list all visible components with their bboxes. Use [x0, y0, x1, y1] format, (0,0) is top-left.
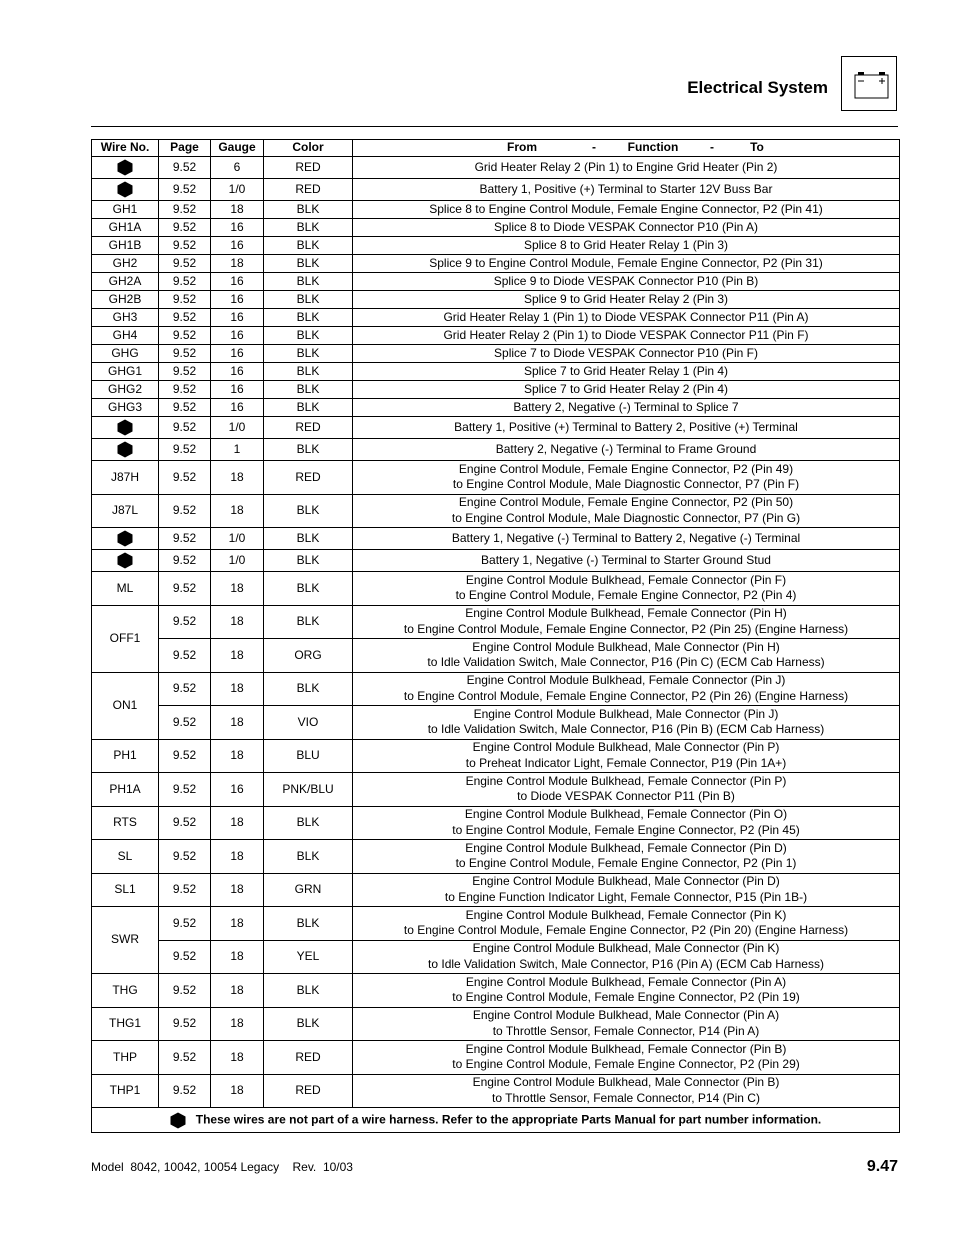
function-line-2: to Engine Control Module, Female Engine Connector, P2 (Pin 45): [452, 822, 800, 837]
page-cell: 9.52: [159, 363, 211, 381]
hexagon-icon: [117, 530, 133, 547]
function-cell: [353, 291, 900, 309]
function-cell: [353, 974, 900, 1008]
wire-no-cell: GH1: [92, 201, 159, 219]
wire-no-cell: THP1: [92, 1074, 159, 1108]
table-row: [92, 672, 900, 706]
wire-no-cell: ON1: [92, 672, 159, 739]
table-row: [92, 201, 900, 219]
function-line-1: Grid Heater Relay 2 (Pin 1) to Engine Grid Heater (Pin 2): [474, 159, 778, 174]
color-cell: BLK: [264, 255, 353, 273]
table-row: [92, 273, 900, 291]
wire-no-cell: GH3: [92, 309, 159, 327]
function-cell: [353, 345, 900, 363]
function-cell: [353, 550, 900, 572]
page-cell: 9.52: [159, 345, 211, 363]
function-cell: [353, 201, 900, 219]
col-page: Page: [159, 140, 211, 157]
gauge-cell: 18: [211, 255, 264, 273]
wire-no-cell: [92, 439, 159, 461]
function-line-1: Engine Control Module Bulkhead, Female Connector (Pin B): [465, 1041, 787, 1056]
function-cell: [353, 840, 900, 874]
function-cell: [353, 605, 900, 639]
function-line-2: to Engine Control Module, Female Engine Connector, P2 (Pin 26) (Engine Harness): [403, 688, 849, 703]
color-cell: BLK: [264, 363, 353, 381]
page-cell: 9.52: [159, 179, 211, 201]
color-cell: BLK: [264, 806, 353, 840]
function-line-1: Splice 9 to Diode VESPAK Connector P10 (Pin B): [493, 273, 759, 288]
color-cell: BLK: [264, 528, 353, 550]
wire-no-cell: SWR: [92, 907, 159, 974]
color-cell: BLK: [264, 672, 353, 706]
function-line-1: Grid Heater Relay 2 (Pin 1) to Diode VESPAK Connector P11 (Pin F): [443, 327, 809, 342]
color-cell: BLK: [264, 840, 353, 874]
wire-no-cell: J87L: [92, 494, 159, 528]
table-row: [92, 907, 900, 941]
table-row: [92, 461, 900, 495]
function-line-1: Battery 2, Negative (-) Terminal to Frame Ground: [495, 441, 757, 456]
page-cell: 9.52: [159, 873, 211, 907]
function-line-1: Battery 1, Positive (+) Terminal to Battery 2, Positive (+) Terminal: [454, 419, 798, 434]
function-cell: [353, 1041, 900, 1075]
function-line-2: to Engine Control Module, Male Diagnostic Connector, P7 (Pin F): [452, 477, 800, 492]
table-row: [92, 1007, 900, 1041]
wire-no-cell: GH2: [92, 255, 159, 273]
wire-no-cell: GHG2: [92, 381, 159, 399]
page-cell: 9.52: [159, 639, 211, 673]
table-row: [92, 840, 900, 874]
wire-no-cell: THG1: [92, 1007, 159, 1041]
page-cell: 9.52: [159, 550, 211, 572]
function-line-1: Engine Control Module Bulkhead, Female Connector (Pin H): [465, 606, 787, 621]
color-cell: BLK: [264, 572, 353, 606]
color-cell: BLK: [264, 273, 353, 291]
table-row: [92, 255, 900, 273]
function-cell: [353, 327, 900, 345]
gauge-cell: 18: [211, 806, 264, 840]
page-number: 9.47: [866, 1158, 898, 1175]
function-cell: [353, 273, 900, 291]
col-from-function-to: [353, 140, 900, 157]
gauge-cell: 16: [211, 399, 264, 417]
gauge-cell: 16: [211, 237, 264, 255]
function-line-1: Engine Control Module Bulkhead, Male Connector (Pin P): [472, 740, 780, 755]
gauge-cell: 1/0: [211, 550, 264, 572]
table-row: [92, 417, 900, 439]
gauge-cell: 16: [211, 273, 264, 291]
page-cell: 9.52: [159, 255, 211, 273]
page-cell: 9.52: [159, 605, 211, 639]
color-cell: VIO: [264, 706, 353, 740]
header-divider: [91, 126, 898, 127]
function-line-1: Grid Heater Relay 1 (Pin 1) to Diode VESPAK Connector P11 (Pin A): [443, 309, 809, 324]
wire-no-cell: [92, 157, 159, 179]
table-header-row: [92, 140, 900, 157]
table-row: [92, 550, 900, 572]
function-line-1: Engine Control Module Bulkhead, Female Connector (Pin P): [465, 773, 787, 788]
wire-no-cell: GH1A: [92, 219, 159, 237]
function-cell: [353, 439, 900, 461]
function-line-1: Splice 9 to Engine Control Module, Female Engine Connector, P2 (Pin 31): [429, 255, 823, 270]
page-cell: 9.52: [159, 273, 211, 291]
gauge-cell: 18: [211, 1041, 264, 1075]
color-cell: PNK/BLU: [264, 773, 353, 807]
function-cell: [353, 1074, 900, 1108]
page-cell: 9.52: [159, 773, 211, 807]
color-cell: BLK: [264, 974, 353, 1008]
function-cell: [353, 806, 900, 840]
function-line-2: to Engine Function Indicator Light, Female Connector, P15 (Pin 1B-): [444, 889, 808, 904]
gauge-cell: 16: [211, 327, 264, 345]
function-cell: [353, 639, 900, 673]
color-cell: BLK: [264, 309, 353, 327]
page-cell: 9.52: [159, 840, 211, 874]
function-cell: [353, 528, 900, 550]
function-cell: [353, 381, 900, 399]
table-row: [92, 219, 900, 237]
function-cell: [353, 255, 900, 273]
hexagon-icon: [117, 181, 133, 198]
table-row: [92, 1041, 900, 1075]
table-body: [92, 157, 900, 1108]
wire-no-cell: OFF1: [92, 605, 159, 672]
color-cell: BLK: [264, 439, 353, 461]
function-cell: [353, 309, 900, 327]
gauge-cell: 16: [211, 291, 264, 309]
color-cell: BLK: [264, 219, 353, 237]
function-line-2: to Engine Control Module, Female Engine Connector, P2 (Pin 29): [452, 1057, 800, 1072]
gauge-cell: 16: [211, 309, 264, 327]
table-row: [92, 439, 900, 461]
col-gauge: Gauge: [211, 140, 264, 157]
function-line-1: Engine Control Module Bulkhead, Female Connector (Pin A): [465, 974, 787, 989]
gauge-cell: 18: [211, 873, 264, 907]
gauge-cell: 16: [211, 773, 264, 807]
page-cell: 9.52: [159, 327, 211, 345]
wire-no-cell: ML: [92, 572, 159, 606]
page-cell: 9.52: [159, 1041, 211, 1075]
table-row: [92, 806, 900, 840]
function-cell: [353, 739, 900, 773]
table-row: [92, 974, 900, 1008]
function-line-1: Battery 1, Negative (-) Terminal to Battery 2, Negative (-) Terminal: [451, 530, 801, 545]
page-cell: 9.52: [159, 706, 211, 740]
function-line-1: Engine Control Module Bulkhead, Male Connector (Pin K): [472, 941, 780, 956]
table-row: [92, 327, 900, 345]
gauge-cell: 18: [211, 672, 264, 706]
wire-no-cell: THP: [92, 1041, 159, 1075]
gauge-cell: 1/0: [211, 528, 264, 550]
table-row: [92, 237, 900, 255]
function-cell: [353, 907, 900, 941]
gauge-cell: 16: [211, 345, 264, 363]
table-row: [92, 572, 900, 606]
page-cell: 9.52: [159, 309, 211, 327]
function-line-1: Engine Control Module Bulkhead, Male Connector (Pin J): [473, 706, 779, 721]
function-line-1: Engine Control Module Bulkhead, Male Connector (Pin D): [472, 874, 780, 889]
page-cell: 9.52: [159, 572, 211, 606]
table-row: [92, 363, 900, 381]
color-cell: BLK: [264, 399, 353, 417]
wire-no-cell: PH1A: [92, 773, 159, 807]
function-line-2: to Engine Control Module, Female Engine Connector, P2 (Pin 1): [455, 856, 797, 871]
function-line-1: Splice 8 to Diode VESPAK Connector P10 (Pin A): [494, 219, 758, 234]
page-cell: 9.52: [159, 1007, 211, 1041]
wire-no-cell: THG: [92, 974, 159, 1008]
function-line-2: to Preheat Indicator Light, Female Connector, P19 (Pin 1A+): [465, 755, 787, 770]
function-line-1: Engine Control Module, Female Engine Connector, P2 (Pin 50): [458, 495, 794, 510]
gauge-cell: 16: [211, 381, 264, 399]
gauge-cell: 16: [211, 363, 264, 381]
function-line-1: Engine Control Module Bulkhead, Male Connector (Pin H): [472, 639, 780, 654]
function-line-2: to Engine Control Module, Female Engine Connector, P2 (Pin 25) (Engine Harness): [403, 621, 849, 636]
page-cell: 9.52: [159, 806, 211, 840]
function-line-1: Engine Control Module Bulkhead, Female Connector (Pin J): [466, 673, 786, 688]
hexagon-icon: [117, 159, 133, 176]
color-cell: ORG: [264, 639, 353, 673]
page-cell: 9.52: [159, 739, 211, 773]
wire-no-cell: [92, 179, 159, 201]
table-row: [92, 494, 900, 528]
function-line-1: Engine Control Module Bulkhead, Female Connector (Pin O): [464, 807, 788, 822]
function-line-1: Splice 8 to Engine Control Module, Female Engine Connector, P2 (Pin 41): [429, 201, 823, 216]
table-row: [92, 639, 900, 673]
color-cell: RED: [264, 417, 353, 439]
wire-table: [91, 139, 900, 1133]
table-row: [92, 528, 900, 550]
color-cell: BLK: [264, 237, 353, 255]
page-cell: 9.52: [159, 291, 211, 309]
function-line-1: Engine Control Module Bulkhead, Male Connector (Pin A): [472, 1008, 780, 1023]
gauge-cell: 18: [211, 940, 264, 974]
wire-no-cell: GHG: [92, 345, 159, 363]
function-line-2: to Engine Control Module, Female Engine Connector, P2 (Pin 19): [452, 990, 800, 1005]
table-row: [92, 157, 900, 179]
col-color: Color: [264, 140, 353, 157]
gauge-cell: 18: [211, 572, 264, 606]
col-from: From: [507, 140, 537, 155]
page-cell: 9.52: [159, 528, 211, 550]
function-line-1: Splice 9 to Grid Heater Relay 2 (Pin 3): [523, 291, 729, 306]
hexagon-icon: [117, 419, 133, 436]
function-cell: [353, 363, 900, 381]
function-cell: [353, 873, 900, 907]
function-cell: [353, 417, 900, 439]
function-line-2: to Idle Validation Switch, Male Connector, P16 (Pin A) (ECM Cab Harness): [428, 956, 824, 971]
hexagon-icon: [117, 441, 133, 458]
color-cell: RED: [264, 179, 353, 201]
function-cell: [353, 940, 900, 974]
footnote-row: [92, 1108, 900, 1133]
gauge-cell: 18: [211, 201, 264, 219]
page-cell: 9.52: [159, 417, 211, 439]
function-line-2: to Engine Control Module, Male Diagnostic Connector, P7 (Pin G): [451, 510, 801, 525]
page-cell: 9.52: [159, 461, 211, 495]
gauge-cell: 1/0: [211, 417, 264, 439]
function-cell: [353, 219, 900, 237]
function-cell: [353, 237, 900, 255]
wire-no-cell: GHG3: [92, 399, 159, 417]
gauge-cell: 18: [211, 494, 264, 528]
wire-no-cell: GH2B: [92, 291, 159, 309]
color-cell: RED: [264, 1074, 353, 1108]
function-line-1: Splice 7 to Grid Heater Relay 2 (Pin 4): [523, 381, 729, 396]
color-cell: RED: [264, 461, 353, 495]
wire-no-cell: RTS: [92, 806, 159, 840]
hexagon-icon: [170, 1112, 186, 1129]
function-line-1: Engine Control Module Bulkhead, Female Connector (Pin F): [465, 572, 787, 587]
function-line-1: Engine Control Module Bulkhead, Female Connector (Pin K): [465, 907, 787, 922]
wire-no-cell: SL1: [92, 873, 159, 907]
col-to: To: [750, 140, 764, 155]
function-line-2: to Throttle Sensor, Female Connector, P14 (Pin C): [492, 1090, 760, 1105]
function-cell: [353, 494, 900, 528]
gauge-cell: 18: [211, 974, 264, 1008]
function-line-2: to Engine Control Module, Female Engine Connector, P2 (Pin 4): [455, 588, 797, 603]
footer-model: Model 8042, 10042, 10054 Legacy Rev. 10/03: [91, 1160, 353, 1174]
color-cell: BLK: [264, 381, 353, 399]
function-cell: [353, 179, 900, 201]
wire-no-cell: GHG1: [92, 363, 159, 381]
function-line-1: Battery 1, Negative (-) Terminal to Starter Ground Stud: [481, 552, 771, 567]
function-line-1: Battery 1, Positive (+) Terminal to Starter 12V Buss Bar: [479, 181, 773, 196]
function-line-2: to Idle Validation Switch, Male Connector, P16 (Pin B) (ECM Cab Harness): [427, 722, 825, 737]
col-dash: -: [592, 140, 596, 155]
wire-no-cell: [92, 550, 159, 572]
table-row: [92, 399, 900, 417]
function-line-2: to Throttle Sensor, Female Connector, P14 (Pin A): [492, 1023, 760, 1038]
color-cell: BLK: [264, 605, 353, 639]
page-cell: 9.52: [159, 219, 211, 237]
function-line-2: to Idle Validation Switch, Male Connector, P16 (Pin C) (ECM Cab Harness): [427, 655, 825, 670]
function-cell: [353, 572, 900, 606]
function-cell: [353, 157, 900, 179]
page-cell: 9.52: [159, 439, 211, 461]
table-row: [92, 873, 900, 907]
table-row: [92, 179, 900, 201]
wire-no-cell: PH1: [92, 739, 159, 773]
page-cell: 9.52: [159, 237, 211, 255]
color-cell: BLK: [264, 345, 353, 363]
hexagon-icon: [117, 552, 133, 569]
gauge-cell: 18: [211, 739, 264, 773]
function-cell: [353, 461, 900, 495]
col-wire-no: Wire No.: [92, 140, 159, 157]
gauge-cell: 16: [211, 219, 264, 237]
function-line-1: Engine Control Module Bulkhead, Female Connector (Pin D): [465, 840, 787, 855]
function-line-1: Splice 8 to Grid Heater Relay 1 (Pin 3): [523, 237, 729, 252]
function-cell: [353, 773, 900, 807]
page-cell: 9.52: [159, 672, 211, 706]
table-row: [92, 291, 900, 309]
function-line-1: Engine Control Module, Female Engine Connector, P2 (Pin 49): [458, 461, 794, 476]
table-row: [92, 940, 900, 974]
color-cell: RED: [264, 157, 353, 179]
gauge-cell: 18: [211, 605, 264, 639]
table-row: [92, 381, 900, 399]
wire-no-cell: GH1B: [92, 237, 159, 255]
function-line-1: Battery 2, Negative (-) Terminal to Splice 7: [513, 399, 739, 414]
function-cell: [353, 399, 900, 417]
page-cell: 9.52: [159, 1074, 211, 1108]
page-cell: 9.52: [159, 381, 211, 399]
gauge-cell: 18: [211, 840, 264, 874]
table-row: [92, 1074, 900, 1108]
page-cell: 9.52: [159, 907, 211, 941]
col-function: Function: [627, 140, 679, 155]
battery-icon: [841, 56, 897, 111]
color-cell: GRN: [264, 873, 353, 907]
function-cell: [353, 672, 900, 706]
function-cell: [353, 706, 900, 740]
wire-no-cell: [92, 417, 159, 439]
function-line-1: Splice 7 to Diode VESPAK Connector P10 (Pin F): [494, 345, 758, 360]
table-row: [92, 706, 900, 740]
table-row: [92, 773, 900, 807]
table-row: [92, 345, 900, 363]
wire-no-cell: J87H: [92, 461, 159, 495]
gauge-cell: 18: [211, 1007, 264, 1041]
gauge-cell: 18: [211, 907, 264, 941]
wire-no-cell: GH4: [92, 327, 159, 345]
page-cell: 9.52: [159, 974, 211, 1008]
color-cell: BLK: [264, 550, 353, 572]
color-cell: BLK: [264, 907, 353, 941]
gauge-cell: 1/0: [211, 179, 264, 201]
color-cell: BLK: [264, 291, 353, 309]
wire-no-cell: GH2A: [92, 273, 159, 291]
function-line-1: Engine Control Module Bulkhead, Male Connector (Pin B): [472, 1075, 780, 1090]
color-cell: RED: [264, 1041, 353, 1075]
color-cell: YEL: [264, 940, 353, 974]
color-cell: BLK: [264, 494, 353, 528]
gauge-cell: 6: [211, 157, 264, 179]
wire-no-cell: [92, 528, 159, 550]
function-line-1: Splice 7 to Grid Heater Relay 1 (Pin 4): [523, 363, 729, 378]
gauge-cell: 18: [211, 706, 264, 740]
color-cell: BLK: [264, 201, 353, 219]
color-cell: BLK: [264, 327, 353, 345]
gauge-cell: 18: [211, 639, 264, 673]
footnote-text: These wires are not part of a wire harness. Refer to the appropriate Parts Manual for part number information.: [195, 1112, 822, 1127]
function-line-2: to Diode VESPAK Connector P11 (Pin B): [517, 789, 735, 804]
page-cell: 9.52: [159, 494, 211, 528]
page-cell: 9.52: [159, 157, 211, 179]
gauge-cell: 1: [211, 439, 264, 461]
page-cell: 9.52: [159, 201, 211, 219]
page-cell: 9.52: [159, 940, 211, 974]
table-row: [92, 739, 900, 773]
wire-no-cell: SL: [92, 840, 159, 874]
page-title: Electrical System: [687, 78, 828, 97]
footnote-cell: [92, 1108, 900, 1133]
table-row: [92, 309, 900, 327]
color-cell: BLK: [264, 1007, 353, 1041]
table-row: [92, 605, 900, 639]
gauge-cell: 18: [211, 1074, 264, 1108]
color-cell: BLU: [264, 739, 353, 773]
gauge-cell: 18: [211, 461, 264, 495]
function-line-2: to Engine Control Module, Female Engine Connector, P2 (Pin 20) (Engine Harness): [403, 923, 849, 938]
col-dash: -: [710, 140, 714, 155]
function-cell: [353, 1007, 900, 1041]
page-cell: 9.52: [159, 399, 211, 417]
